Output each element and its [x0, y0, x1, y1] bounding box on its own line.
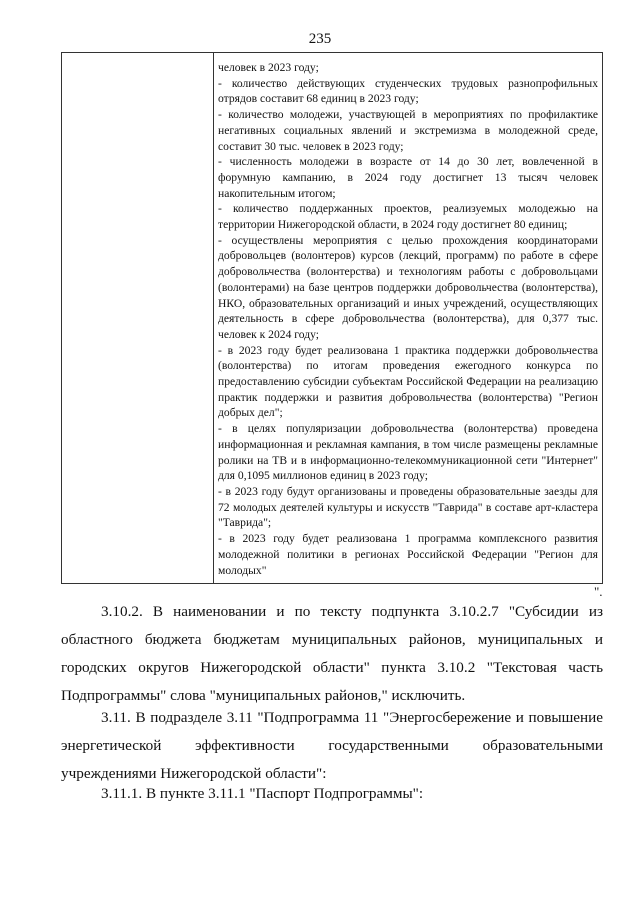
table-list-item: - количество молодежи, участвующей в мероприятиях по профилактике негативных социальных явлений и экстремизма в молодежной среде, составит 30 тыс. человек в 2023 году;	[218, 108, 598, 153]
table-list-item: - количество поддержанных проектов, реализуемых молодежью на территории Нижегородской области, в 2024 году достигнет 80 единиц;	[218, 202, 598, 232]
table-list-item: - в 2023 году будет реализована 1 практика поддержки добровольчества (волонтерства) по итогам проведения ежегодного конкурса по предоставлению субсидии субъектам Российской Федерации на реализацию практик поддержки и развития добровольчества (волонтерства) "Регион добрых дел";	[218, 343, 598, 420]
table-list-item: - в 2023 году будет реализована 1 программа комплексного развития молодежной политики в регионах Российской Федерации "Регион для молодых"	[218, 532, 598, 577]
closing-quote-mark: ".	[594, 584, 603, 599]
paragraph-3-10-2: 3.10.2. В наименовании и по тексту подпункта 3.10.2.7 "Субсидии из областного бюджета бюджетам муниципальных районов, муниципальных и городских округов Нижегородской области" пункта 3.10.2 "Текстовая часть Подпрограммы" слова "муниципальных районов," исключить.	[61, 603, 603, 704]
table-list-item: человек в 2023 году;	[218, 61, 319, 74]
paragraph-3-11-1: 3.11.1. В пункте 3.11.1 "Паспорт Подпрограммы":	[101, 785, 424, 802]
table-list-item: - в целях популяризации добровольчества (волонтерства) проведена информационная и рекламная кампания, в том числе размещены рекламные ролики на ТВ и в информационно-телекоммуникационной сети "Интернет" для 0,1095 миллионов единиц в 2023 году;	[218, 422, 598, 483]
table-list-item: - количество действующих студенческих трудовых разнопрофильных отрядов составит 68 единиц в 2023 году;	[218, 76, 598, 106]
paragraph-3-11: 3.11. В подразделе 3.11 "Подпрограмма 11 "Энергосбережение и повышение энергетической эффективности государственными образовательными учреждениями Нижегородской области":	[61, 709, 603, 782]
table-list-item: - численность молодежи в возрасте от 14 до 30 лет, вовлеченной в форумную кампанию, в 2024 году достигнет 13 тысяч человек накопительным итогом;	[218, 155, 598, 200]
table-list-item: - осуществлены мероприятия с целью прохождения координаторами добровольцев (волонтеров) курсов (лекций, программ) по работе в сфере добровольчества (волонтерства) и технологиям работы с добровольцами (волонтерами) на базе центров поддержки добровольчества (волонтерства), НКО, образовательных организаций и иных учреждений, осуществляющих деятельность в сфере добровольчества (волонтерства), для 0,377 тыс. человек к 2024 году;	[218, 233, 598, 341]
passport-table	[61, 52, 603, 584]
table-column-divider	[213, 53, 214, 583]
table-right-cell	[218, 60, 598, 578]
table-list-item: - в 2023 году будут организованы и проведены образовательные заезды для 72 молодых деятелей культуры и искусств "Таврида" в составе арт-кластера "Таврида";	[218, 484, 598, 530]
page-number: 235	[308, 31, 332, 47]
